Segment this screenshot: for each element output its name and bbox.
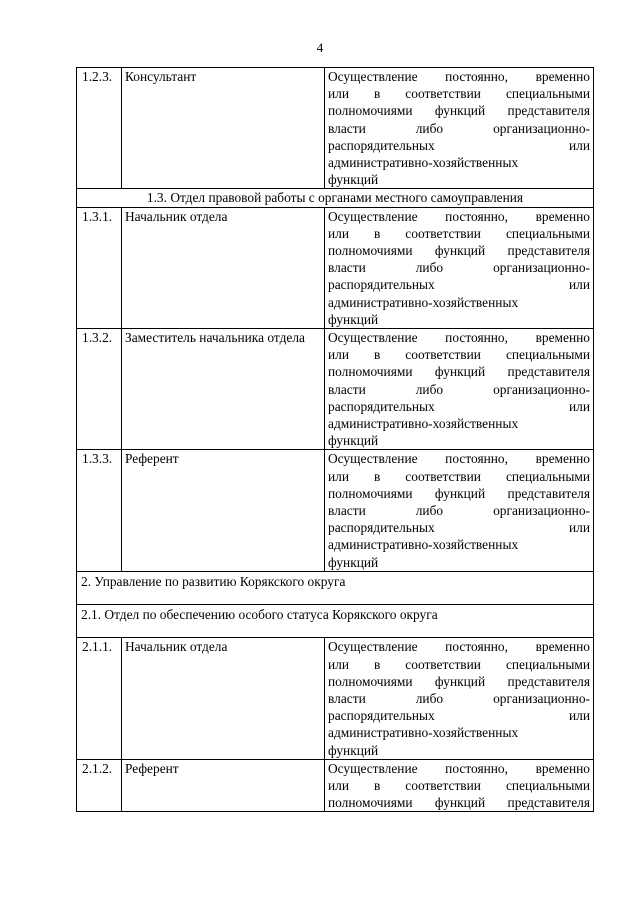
- duty-line: функций: [328, 433, 379, 449]
- duty-line: административно-хозяйственных: [328, 537, 519, 553]
- duty-line: полномочиями функций представителя: [328, 243, 590, 259]
- section-title: 1.3. Отдел правовой работы с органами местного самоуправления: [77, 189, 594, 207]
- duty-line: или в соответствии специальными: [328, 468, 590, 484]
- table-row: [77, 638, 594, 759]
- table-row: [77, 207, 594, 328]
- page-number: 4: [316, 40, 324, 55]
- duty-line: или в соответствии специальными: [328, 777, 590, 793]
- positions-table: [76, 67, 594, 812]
- table-row: [77, 329, 594, 450]
- duty-line: власти либо организационно-: [328, 120, 590, 136]
- duty-line: полномочиями функций представителя: [328, 485, 590, 501]
- position-number: 2.1.1.: [77, 638, 122, 759]
- section-title: 2. Управление по развитию Корякского округа: [77, 571, 594, 604]
- duty-line: Осуществление постоянно, временно: [328, 760, 590, 776]
- duty-line: или в соответствии специальными: [328, 347, 590, 363]
- position-name: Заместитель начальника отдела: [122, 329, 325, 450]
- position-duties: [325, 68, 594, 189]
- duty-line: или в соответствии специальными: [328, 86, 590, 102]
- position-name: Консультант: [122, 68, 325, 189]
- duty-line: Осуществление постоянно, временно: [328, 451, 590, 467]
- duty-line: распорядительных или: [328, 708, 590, 724]
- duty-line: власти либо организационно-: [328, 260, 590, 276]
- duty-line: административно-хозяйственных: [328, 416, 519, 432]
- position-duties: [325, 329, 594, 450]
- position-name: Референт: [122, 450, 325, 571]
- section-row: [77, 189, 594, 207]
- duty-line: функций: [328, 554, 379, 570]
- table-row: [77, 759, 594, 812]
- duty-line: полномочиями функций представителя: [328, 673, 590, 689]
- table-row: [77, 68, 594, 189]
- position-duties: [325, 450, 594, 571]
- duty-line: административно-хозяйственных: [328, 155, 519, 171]
- duty-line: административно-хозяйственных: [328, 725, 519, 741]
- duty-line: власти либо организационно-: [328, 381, 590, 397]
- position-name: Референт: [122, 759, 325, 812]
- duty-line: Осуществление постоянно, временно: [328, 639, 590, 655]
- duty-line: или в соответствии специальными: [328, 225, 590, 241]
- duty-line: Осуществление постоянно, временно: [328, 330, 590, 346]
- position-number: 2.1.2.: [77, 759, 122, 812]
- duty-line: распорядительных или: [328, 137, 590, 153]
- duty-line: распорядительных или: [328, 398, 590, 414]
- position-name: Начальник отдела: [122, 638, 325, 759]
- duty-line: распорядительных или: [328, 520, 590, 536]
- position-duties: [325, 207, 594, 328]
- duty-line: функций: [328, 742, 379, 758]
- duty-line: полномочиями функций представителя: [328, 795, 590, 811]
- position-duties: [325, 759, 594, 812]
- duty-line: распорядительных или: [328, 277, 590, 293]
- position-number: 1.2.3.: [77, 68, 122, 189]
- position-number: 1.3.2.: [77, 329, 122, 450]
- duty-line: полномочиями функций представителя: [328, 103, 590, 119]
- position-number: 1.3.1.: [77, 207, 122, 328]
- duty-line: Осуществление постоянно, временно: [328, 69, 590, 84]
- table-row: [77, 450, 594, 571]
- duty-line: или в соответствии специальными: [328, 656, 590, 672]
- duty-line: функций: [328, 172, 379, 188]
- section-title: 2.1. Отдел по обеспечению особого статуса Корякского округа: [77, 605, 594, 638]
- position-duties: [325, 638, 594, 759]
- section-row: [77, 571, 594, 604]
- position-name: Начальник отдела: [122, 207, 325, 328]
- duty-line: власти либо организационно-: [328, 503, 590, 519]
- section-row: [77, 605, 594, 638]
- duty-line: власти либо организационно-: [328, 690, 590, 706]
- duty-line: полномочиями функций представителя: [328, 364, 590, 380]
- duty-line: Осуществление постоянно, временно: [328, 208, 590, 224]
- duty-line: административно-хозяйственных: [328, 294, 519, 310]
- duty-line: функций: [328, 311, 379, 327]
- position-number: 1.3.3.: [77, 450, 122, 571]
